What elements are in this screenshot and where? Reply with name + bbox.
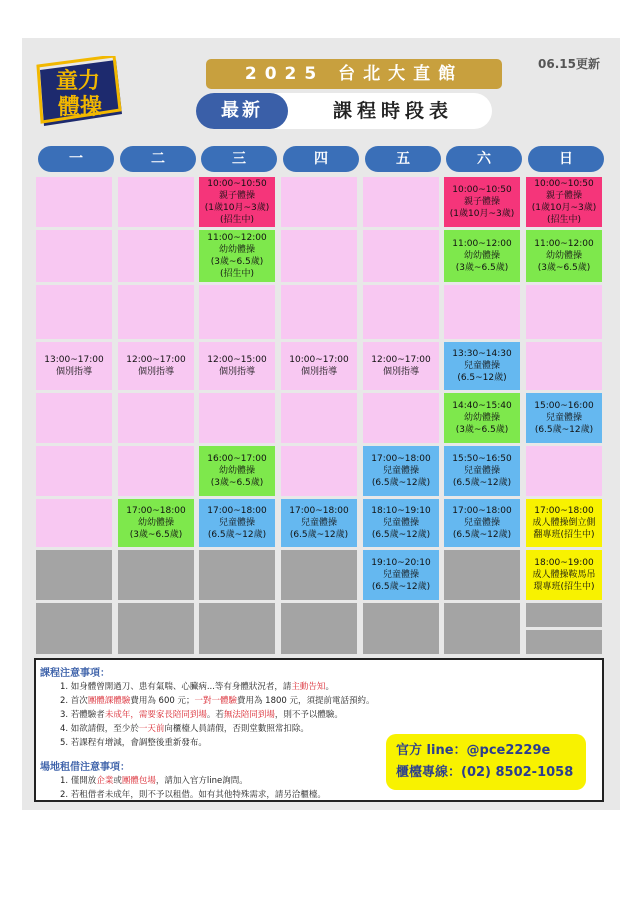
empty-slot [36, 446, 112, 496]
empty-slot [526, 285, 602, 339]
class-slot-sun-4: 17:00~18:00 成人體操倒立側 翻專班(招生中) [526, 499, 602, 547]
class-slot-sun-1: 10:00~10:50 親子體操 (1歲10月~3歲) (招生中) [526, 177, 602, 227]
closed-slot [526, 630, 602, 654]
day-header-sun: 日 [528, 146, 604, 172]
empty-slot [363, 230, 439, 282]
closed-slot [36, 603, 112, 654]
empty-slot [36, 499, 112, 547]
class-slot-wed-2: 11:00~12:00 幼幼體操 (3歲~6.5歲) (招生中) [199, 230, 275, 282]
empty-slot [444, 285, 520, 339]
course-note-5: 5. 若課程有增減，會調整後重新發布。 [60, 738, 207, 748]
empty-slot [36, 177, 112, 227]
empty-slot [363, 393, 439, 443]
class-slot-sat-2: 11:00~12:00 幼幼體操 (3歲~6.5歲) [444, 230, 520, 282]
subtitle-schedule: 課程時段表 [332, 100, 453, 122]
class-slot-thu-1: 10:00~17:00 個別指導 [281, 342, 357, 390]
class-slot-sun-3: 15:00~16:00 兒童體操 (6.5歲~12歲) [526, 393, 602, 443]
course-note-3: 3. 若體驗者未成年，需要家長陪同到場。若無法陪同到場，則不予以體驗。 [60, 710, 343, 720]
closed-slot [444, 603, 520, 654]
empty-slot [199, 393, 275, 443]
class-slot-sun-2: 11:00~12:00 幼幼體操 (3歲~6.5歲) [526, 230, 602, 282]
update-note: 06.15更新 [538, 57, 600, 71]
closed-slot [199, 603, 275, 654]
closed-slot [526, 603, 602, 627]
phone-number: 櫃檯專線：(02) 8502-1058 [396, 765, 574, 780]
closed-slot [36, 550, 112, 600]
svg-text:體操: 體操 [57, 95, 103, 120]
line-id: 官方 line：@pce2229e [396, 743, 551, 758]
empty-slot [118, 177, 194, 227]
empty-slot [363, 285, 439, 339]
rental-notes-title: 場地租借注意事項： [40, 762, 130, 773]
closed-slot [281, 603, 357, 654]
class-slot-tue-2: 17:00~18:00 幼幼體操 (3歲~6.5歲) [118, 499, 194, 547]
contact-box [386, 734, 586, 790]
class-slot-fri-3: 18:10~19:10 兒童體操 (6.5歲~12歲) [363, 499, 439, 547]
empty-slot [281, 393, 357, 443]
empty-slot [363, 177, 439, 227]
empty-slot [118, 446, 194, 496]
class-slot-sat-5: 15:50~16:50 兒童體操 (6.5歲~12歲) [444, 446, 520, 496]
class-slot-fri-4: 19:10~20:10 兒童體操 (6.5歲~12歲) [363, 550, 439, 600]
page-title: 2025 台北大直館 [206, 59, 502, 89]
empty-slot [118, 230, 194, 282]
svg-text:童力: 童力 [55, 69, 101, 94]
day-header-mon: 一 [38, 146, 114, 172]
empty-slot [199, 285, 275, 339]
day-header-sat: 六 [446, 146, 522, 172]
class-slot-wed-1: 10:00~10:50 親子體操 (1歲10月~3歲) (招生中) [199, 177, 275, 227]
day-header-tue: 二 [120, 146, 196, 172]
empty-slot [36, 393, 112, 443]
class-slot-sun-5: 18:00~19:00 成人體操鞍馬吊 環專班(招生中) [526, 550, 602, 600]
empty-slot [526, 342, 602, 390]
class-slot-fri-1: 12:00~17:00 個別指導 [363, 342, 439, 390]
closed-slot [199, 550, 275, 600]
empty-slot [118, 285, 194, 339]
class-slot-sat-3: 13:30~14:30 兒童體操 (6.5~12歲) [444, 342, 520, 390]
day-header-thu: 四 [283, 146, 359, 172]
class-slot-wed-4: 16:00~17:00 幼幼體操 (3歲~6.5歲) [199, 446, 275, 496]
class-slot-sat-6: 17:00~18:00 兒童體操 (6.5歲~12歲) [444, 499, 520, 547]
class-slot-sat-4: 14:40~15:40 幼幼體操 (3歲~6.5歲) [444, 393, 520, 443]
closed-slot [118, 550, 194, 600]
rental-note-2: 2. 若租借者未成年，則不予以租借。如有其他特殊需求，請另洽櫃檯。 [60, 790, 326, 800]
empty-slot [118, 393, 194, 443]
empty-slot [36, 285, 112, 339]
class-slot-thu-2: 17:00~18:00 兒童體操 (6.5歲~12歲) [281, 499, 357, 547]
empty-slot [281, 446, 357, 496]
class-slot-wed-3: 12:00~15:00 個別指導 [199, 342, 275, 390]
course-note-4: 4. 如欲請假，至少於一天前向櫃檯人員請假，否則堂數照常扣除。 [60, 724, 309, 734]
course-note-1: 1. 如身體曾開過刀、患有氣喘、心臟病...等有身體狀況者，請主動告知。 [60, 682, 334, 692]
class-slot-mon-1: 13:00~17:00 個別指導 [36, 342, 112, 390]
empty-slot [36, 230, 112, 282]
day-header-fri: 五 [365, 146, 441, 172]
class-slot-fri-2: 17:00~18:00 兒童體操 (6.5歲~12歲) [363, 446, 439, 496]
day-header-wed: 三 [201, 146, 277, 172]
subtitle-latest: 最新 [196, 93, 288, 129]
empty-slot [281, 285, 357, 339]
closed-slot [444, 550, 520, 600]
empty-slot [281, 177, 357, 227]
course-notes-title: 課程注意事項： [40, 668, 110, 679]
class-slot-wed-5: 17:00~18:00 兒童體操 (6.5歲~12歲) [199, 499, 275, 547]
brand-logo [34, 56, 124, 132]
closed-slot [118, 603, 194, 654]
course-note-2: 2. 首次團體課體驗費用為 600 元；一對一體驗費用為 1800 元，須提前電話預約。 [60, 696, 375, 706]
class-slot-sat-1: 10:00~10:50 親子體操 (1歲10月~3歲) [444, 177, 520, 227]
rental-note-1: 1. 僅開放企業或團體包場，請加入官方line詢問。 [60, 776, 248, 786]
empty-slot [281, 230, 357, 282]
empty-slot [526, 446, 602, 496]
class-slot-tue-1: 12:00~17:00 個別指導 [118, 342, 194, 390]
closed-slot [281, 550, 357, 600]
closed-slot [363, 603, 439, 654]
